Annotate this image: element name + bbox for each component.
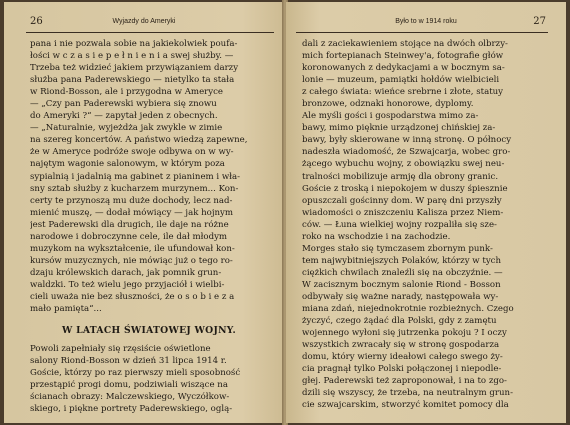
- text-line: odbywały się ważne narady, następowała wy-: [302, 291, 499, 302]
- text-line: wojennego wyłoni się jutrzenka pokoju ? I oczy: [302, 328, 507, 339]
- text-line: cie szwajcarskim, stworzyć komitet pomocy dla: [302, 400, 509, 411]
- text-line: Morges stało się tymczasem zbornym punk-: [302, 243, 493, 254]
- text-line: roko na wschodzie i na zachodzie.: [302, 231, 451, 242]
- left-page-number: 26: [30, 16, 43, 27]
- text-line: do Ameryki ?“ — zapytał jeden z obecnych.: [30, 111, 218, 122]
- text-line: głej. Paderewski też zaproponował, i na to zgo-: [302, 376, 507, 387]
- text-line: nadeszła wiadomość, że Szwajcarja, wobec gro-: [302, 147, 511, 158]
- text-line: skiego, i piękne portrety Paderewskiego, oglą-: [30, 404, 233, 415]
- text-line: pana i nie pozwala sobie na jakiekolwiek poufa-: [30, 39, 238, 49]
- text-line: cia pragnął tylko Polski połączonej i niepodle-: [302, 364, 502, 375]
- text-line: mich fortepianach Steinwey'a, fotografie głów: [302, 51, 504, 62]
- text-line: dzili się wszyscy, że trzeba, na neutralnym grun-: [302, 388, 513, 399]
- left-page-header: [4, 16, 284, 30]
- text-line: W zacisznym bocznym salonie Riond - Bosson: [302, 279, 501, 290]
- text-line: ciężkich chwilach znaleźli się na obczyźnie. —: [302, 267, 503, 278]
- text-line: bawy, były skierowane w inną stronę. O północy: [302, 135, 512, 146]
- text-line: najętym wagonie salonowym, w którym poza: [30, 159, 225, 170]
- text-line: łości w c z a s i e p e ł n i e n i a swej służby. —: [30, 51, 234, 62]
- text-line: z całego świata: wieńce srebrne i złote, statuy: [302, 87, 504, 98]
- text-line: — „Czy pan Paderewski wybiera się znowu: [30, 99, 217, 110]
- text-line: sny sztab służby z kucharzem murzynem... Kon-: [30, 183, 239, 194]
- right-page-header: [286, 16, 566, 30]
- text-line: Ale myśli gości i gospodarstwa mimo za-: [302, 111, 479, 122]
- text-line: domu, który wierny ideałowi całego swego ży-: [302, 352, 503, 363]
- text-line: lonie — muzeum, pamiątki hołdów wielbicieli: [302, 75, 500, 86]
- left-page-text: [30, 38, 268, 415]
- text-line: Goście, którzy po raz pierwszy mieli sposobność: [30, 368, 241, 379]
- text-line: życzyć, czego żądać dla Polski, gdy z zamętu: [302, 316, 497, 327]
- text-line: Trzeba też widzieć jakiem przywiązaniem darzy: [30, 63, 239, 74]
- text-line: że w Ameryce podróże swoje odbywa on w wy-: [30, 147, 234, 158]
- text-line: tem najwybitniejszych Polaków, którzy w tych: [302, 255, 502, 266]
- text-line: przestąpić progi domu, podziwiali wiszące na: [30, 380, 228, 391]
- text-line: mało pamięta“...: [30, 304, 102, 315]
- left-page: [4, 2, 284, 423]
- text-line: certy te przynoszą mu duże dochody, lecz nad-: [30, 195, 233, 206]
- text-line: narodowe i dobroczynne cele, ile dał młodym: [30, 231, 228, 242]
- text-line: wszystkich zwracały się w stronę gospodarza: [302, 340, 500, 351]
- text-line: bronzowe, odznaki honorowe, dyplomy.: [302, 99, 474, 110]
- left-paragraphs-after: [30, 343, 268, 415]
- right-page: [286, 2, 566, 423]
- right-running-head: Było to w 1914 roku: [395, 18, 457, 25]
- text-line: dzaju królewskich darach, jak pomnik grun-: [30, 267, 222, 278]
- right-page-text: [302, 38, 546, 411]
- left-paragraphs-before: [30, 38, 268, 315]
- text-line: kursów muzycznych, nie mówiąc już o tego ro-: [30, 255, 233, 266]
- section-heading: W LATACH ŚWIATOWEJ WOJNY.: [62, 325, 236, 337]
- text-line: cieli uważa nie bez słuszności, że o s o b i e z a: [30, 291, 235, 302]
- text-line: mienić muszę, — dodał mówiący — jak hojnym: [30, 207, 234, 218]
- text-line: Goście z troską i niepokojem w duszy śpiesznie: [302, 183, 508, 194]
- text-line: ścianach obrazy: Malczewskiego, Wyczółkow-: [30, 392, 230, 403]
- text-line: opuszczali gościnny dom. W parę dni przyszły: [302, 195, 502, 206]
- right-header-rule: [296, 32, 548, 33]
- text-line: na szereg koncertów. A państwo wiedzą zapewne,: [30, 135, 248, 146]
- text-line: — „Naturalnie, wyjeżdża jak zwykle w zimie: [30, 123, 223, 134]
- text-line: koronowanych z dedykacjami a w bocznym sa-: [302, 63, 505, 74]
- text-line: jest Paderewski dla drugich, ile daje na różne: [30, 219, 229, 230]
- text-line: ców. — Łuna wielkiej wojny rozpaliła się sze-: [302, 219, 497, 230]
- right-paragraphs: [302, 38, 546, 411]
- text-line: w Riond-Bosson, ale i przygodna w Ameryce: [30, 87, 224, 98]
- text-line: wiadomości o zniszczeniu Kalisza przez Niem-: [302, 207, 504, 218]
- left-running-head: Wyjazdy do Ameryki: [112, 18, 176, 25]
- text-line: żącego wybuchu wojny, z obowiązku swej neu-: [302, 159, 505, 170]
- text-line: służba pana Paderewskiego — nietylko ta stała: [30, 75, 235, 86]
- text-line: dali z zaciekawieniem stojące na dwóch olbrzy-: [302, 39, 508, 49]
- text-line: waldzki. To też wielu jego przyjaciół i wielbi-: [30, 279, 225, 290]
- right-page-number: 27: [533, 16, 546, 27]
- text-line: bawy, mimo pięknie urządzonej chińskiej za-: [302, 123, 496, 134]
- text-line: muzykom na wykształcenie, ile ufundował kon-: [30, 243, 235, 254]
- left-header-rule: [26, 32, 274, 33]
- text-line: tralności mobilizuje armję dla obrony granic.: [302, 171, 499, 182]
- text-line: sypialnią i jadalnią ma gabinet z pianinem i wła-: [30, 171, 241, 182]
- text-line: Powoli zapełniały się rzęsiście oświetlone: [30, 344, 211, 355]
- text-line: miana zdań, niejednokrotnie rozbieżnych. Czego: [302, 304, 514, 315]
- text-line: salony Riond-Bosson w dzień 31 lipca 1914 r.: [30, 356, 227, 367]
